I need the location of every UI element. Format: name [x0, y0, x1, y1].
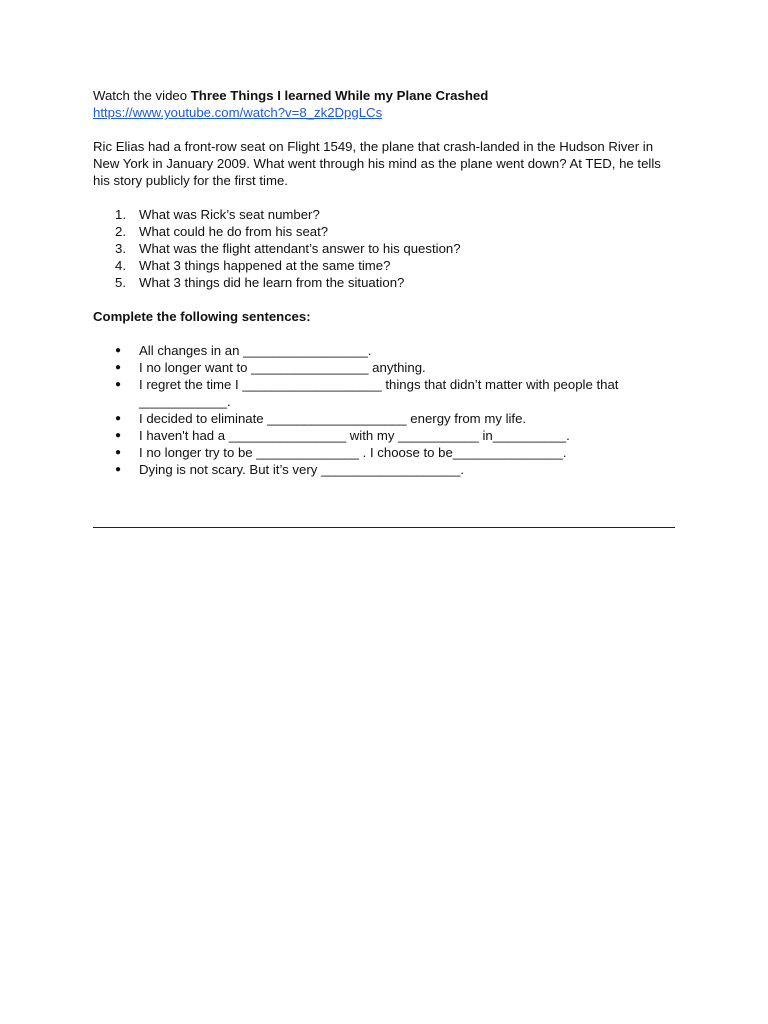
sentence-text: I regret the time I ___________________ things that didn’t matter with people that ____________.	[139, 377, 619, 409]
question-number: 3.	[115, 241, 126, 256]
sentence-text: I decided to eliminate ___________________ energy from my life.	[139, 411, 527, 426]
sentence-item	[93, 410, 675, 427]
sentence-item	[93, 461, 675, 478]
sentence-text: I haven't had a ________________ with my ___________ in__________.	[139, 428, 570, 443]
question-item	[93, 240, 675, 257]
question-number: 1.	[115, 207, 126, 222]
sentence-item	[93, 444, 675, 461]
description-paragraph: Ric Elias had a front-row seat on Flight 1549, the plane that crash-landed in the Hudson River in New York in January 2009. What went through his mind as the plane went down? At TED, he tells his story publicly for the first time.	[93, 139, 661, 188]
sentence-item	[93, 342, 675, 359]
bullet-icon: ●	[115, 413, 122, 424]
bullet-icon: ●	[115, 464, 122, 475]
question-text: What was Rick’s seat number?	[139, 207, 320, 222]
sentence-text: I no longer want to ________________ anything.	[139, 360, 426, 375]
bullet-icon: ●	[115, 345, 122, 356]
question-text: What 3 things happened at the same time?	[139, 258, 391, 273]
question-number: 5.	[115, 275, 126, 290]
bullet-icon: ●	[115, 362, 122, 373]
question-item	[93, 274, 675, 291]
worksheet-page	[93, 87, 675, 478]
sentence-item	[93, 427, 675, 444]
question-item	[93, 206, 675, 223]
video-intro-text: Watch the video	[93, 88, 191, 103]
sentence-item	[93, 359, 675, 376]
question-number: 2.	[115, 224, 126, 239]
question-item	[93, 257, 675, 274]
question-item	[93, 223, 675, 240]
video-title: Three Things I learned While my Plane Crashed	[190, 88, 489, 103]
sentence-text: Dying is not scary. But it’s very ___________________.	[139, 462, 465, 477]
bullet-icon: ●	[115, 379, 122, 390]
question-text: What could he do from his seat?	[139, 224, 329, 239]
sentence-item	[93, 376, 675, 410]
video-intro-line	[93, 87, 675, 104]
question-text: What 3 things did he learn from the situation?	[139, 275, 405, 290]
bullet-icon: ●	[115, 430, 122, 441]
section-heading: Complete the following sentences:	[93, 309, 311, 324]
sentence-text: All changes in an _________________.	[139, 343, 372, 358]
bullet-icon: ●	[115, 447, 122, 458]
divider-line	[93, 527, 675, 528]
sentence-list	[93, 342, 675, 478]
question-list	[93, 206, 675, 291]
video-link[interactable]: https://www.youtube.com/watch?v=8_zk2DpgLCs	[93, 105, 383, 120]
question-text: What was the flight attendant’s answer to his question?	[139, 241, 461, 256]
question-number: 4.	[115, 258, 126, 273]
sentence-text: I no longer try to be ______________ . I choose to be_______________.	[139, 445, 567, 460]
